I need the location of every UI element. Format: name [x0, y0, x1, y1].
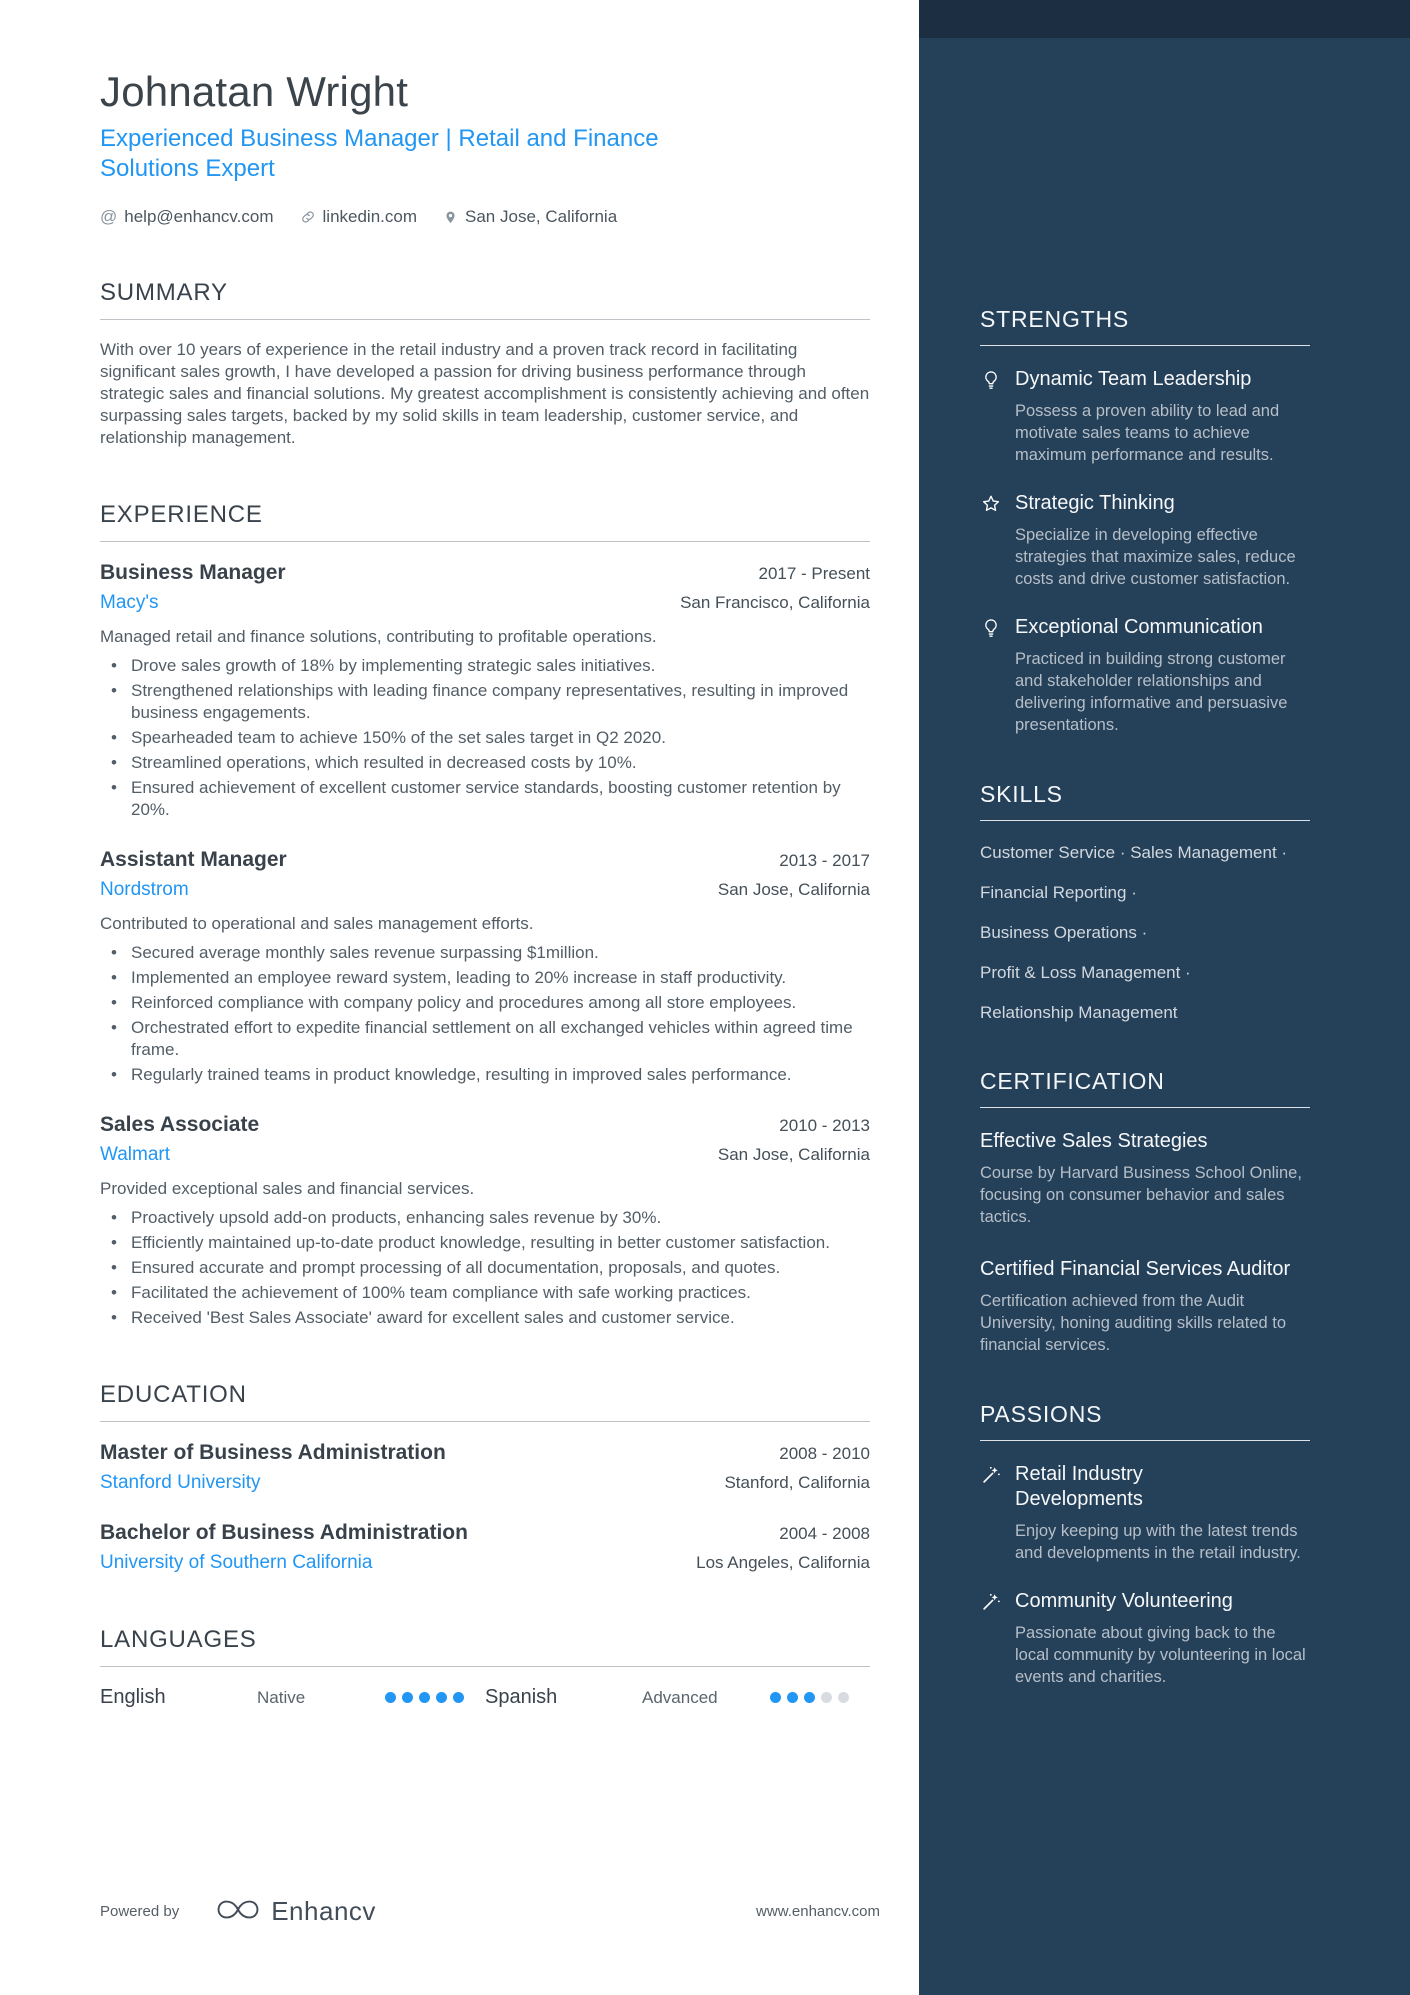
site-url-link[interactable]: www.enhancv.com [756, 1903, 880, 1920]
school-link[interactable]: Stanford University [100, 1472, 261, 1494]
degree-title: Master of Business Administration [100, 1441, 446, 1465]
languages-heading: LANGUAGES [100, 1626, 870, 1667]
contact-text: help@enhancv.com [124, 207, 274, 227]
job-title: Sales Associate [100, 1113, 260, 1137]
job-location: San Jose, California [717, 880, 870, 900]
proficiency-dot-filled [419, 1692, 430, 1703]
sidebar-item-title: Retail Industry Developments [1015, 1463, 1143, 1510]
skill-item: Customer Service · Sales Management · [980, 843, 1288, 862]
job-bullet: • Streamlined operations, which resulted in decreased costs by 10%. [100, 752, 870, 774]
job-bullet: • Received 'Best Sales Associate' award for excellent sales and customer service. [100, 1307, 870, 1329]
footer [100, 1896, 880, 1927]
sidebar-content [919, 38, 1410, 1688]
passions-list [980, 1462, 1310, 1688]
sidebar-top-band [919, 0, 1410, 38]
sidebar-item [980, 615, 1310, 736]
language-dots [770, 1692, 849, 1703]
certification-entry [980, 1257, 1310, 1356]
summary-text: With over 10 years of experience in the retail industry and a proven track record in facilitating significant sales growth, I have developed a passion for driving business performance through strategic sales and financial solutions. My greatest accomplishment is consistently achieving and often surpassing sales targets, backed by my solid skills in team leadership, customer service, and relationship management. [100, 340, 870, 448]
degree-dates: 2008 - 2010 [779, 1444, 870, 1464]
wand-icon [980, 1591, 1002, 1688]
certification-text: Course by Harvard Business School Online, focusing on consumer behavior and sales tactics. [980, 1164, 1302, 1226]
sidebar-item-title: Dynamic Team Leadership [1015, 368, 1252, 390]
brand-wordmark: Enhancv [271, 1896, 376, 1926]
skill-item: Relationship Management [980, 1003, 1178, 1022]
job-description: Contributed to operational and sales management efforts. [100, 914, 534, 934]
proficiency-dot-empty [821, 1692, 832, 1703]
summary-heading: SUMMARY [100, 279, 870, 320]
skills-list [980, 842, 1310, 1023]
job-bullet: • Efficiently maintained up-to-date product knowledge, resulting in better customer satisfaction. [100, 1232, 870, 1254]
proficiency-dot-filled [770, 1692, 781, 1703]
proficiency-dot-empty [838, 1692, 849, 1703]
degree-title: Bachelor of Business Administration [100, 1521, 468, 1545]
sidebar-item-text: Enjoy keeping up with the latest trends and developments in the retail industry. [1015, 1522, 1301, 1562]
lightbulb-icon [980, 617, 1002, 736]
education-list [100, 1441, 870, 1574]
job-bullet: • Proactively upsold add-on products, enhancing sales revenue by 30%. [100, 1207, 870, 1229]
skills-heading: SKILLS [980, 781, 1310, 821]
job-bullet: • Ensured accurate and prompt processing of all documentation, proposals, and quotes. [100, 1257, 870, 1279]
job-bullet: • Drove sales growth of 18% by implementing strategic sales initiatives. [100, 655, 870, 677]
strengths-heading: STRENGTHS [980, 306, 1310, 346]
skill-item: Financial Reporting · [980, 883, 1137, 902]
person-headline: Experienced Business Manager | Retail and Finance Solutions Expert [100, 125, 659, 183]
experience-entry [100, 561, 870, 821]
certification-heading: CERTIFICATION [980, 1068, 1310, 1108]
certification-list [980, 1129, 1310, 1356]
job-bullet: • Facilitated the achievement of 100% team compliance with safe working practices. [100, 1282, 870, 1304]
person-name: Johnatan Wright [100, 68, 409, 115]
sidebar-item-text: Specialize in developing effective strategies that maximize sales, reduce costs and drive customer satisfaction. [1015, 526, 1296, 588]
proficiency-dot-filled [453, 1692, 464, 1703]
sidebar-item [980, 1589, 1310, 1688]
job-location: San Jose, California [717, 1145, 870, 1165]
passions-heading: PASSIONS [980, 1401, 1310, 1441]
wand-icon [980, 1464, 1002, 1564]
job-bullet: • Regularly trained teams in product knowledge, resulting in improved sales performance. [100, 1064, 870, 1086]
job-company-link[interactable]: Macy's [100, 592, 159, 614]
sidebar-item-text: Passionate about giving back to the local community by volunteering in local events and charities. [1015, 1624, 1306, 1686]
experience-heading: EXPERIENCE [100, 501, 870, 542]
job-title: Assistant Manager [100, 848, 287, 872]
contact-item[interactable] [100, 207, 274, 227]
star-icon [980, 493, 1002, 590]
sidebar-item-title: Community Volunteering [1015, 1590, 1233, 1612]
job-bullets [100, 942, 870, 1086]
job-bullet: • Ensured achievement of excellent customer service standards, boosting customer retention by 20%. [100, 777, 870, 821]
language-item [485, 1686, 870, 1709]
certification-entry [980, 1129, 1310, 1228]
degree-location: Stanford, California [724, 1473, 870, 1493]
proficiency-dot-filled [436, 1692, 447, 1703]
language-name: Spanish [485, 1686, 558, 1709]
certification-text: Certification achieved from the Audit University, honing auditing skills related to financial services. [980, 1292, 1287, 1354]
job-dates: 2017 - Present [758, 564, 870, 584]
job-bullet: • Reinforced compliance with company policy and procedures among all store employees. [100, 992, 870, 1014]
job-company-link[interactable]: Walmart [100, 1144, 171, 1166]
skill-item: Profit & Loss Management · [980, 963, 1191, 982]
job-description: Managed retail and finance solutions, contributing to profitable operations. [100, 627, 657, 647]
sidebar-item-text: Possess a proven ability to lead and motivate sales teams to achieve maximum performance and results. [1015, 402, 1280, 464]
education-heading: EDUCATION [100, 1381, 870, 1422]
languages-list [100, 1686, 870, 1709]
sidebar [919, 0, 1410, 1995]
certification-title: Certified Financial Services Auditor [980, 1258, 1291, 1280]
job-bullet: • Strengthened relationships with leading finance company representatives, resulting in improved business engagements. [100, 680, 870, 724]
job-dates: 2013 - 2017 [779, 851, 870, 871]
enhancv-logo[interactable] [215, 1896, 376, 1927]
skill-item: Business Operations · [980, 923, 1148, 942]
contact-item[interactable] [300, 207, 418, 227]
contact-row [100, 207, 870, 227]
job-bullet: • Spearheaded team to achieve 150% of the set sales target in Q2 2020. [100, 727, 870, 749]
proficiency-dot-filled [385, 1692, 396, 1703]
at-icon: @ [100, 207, 118, 227]
job-bullet: • Secured average monthly sales revenue surpassing $1million. [100, 942, 870, 964]
language-level: Advanced [642, 1687, 718, 1707]
job-title: Business Manager [100, 561, 286, 585]
contact-text: linkedin.com [322, 207, 418, 227]
link-icon [300, 209, 316, 225]
certification-title: Effective Sales Strategies [980, 1130, 1208, 1152]
sidebar-item [980, 367, 1310, 466]
proficiency-dot-filled [402, 1692, 413, 1703]
sidebar-item-title: Strategic Thinking [1015, 492, 1175, 514]
degree-dates: 2004 - 2008 [779, 1524, 870, 1544]
job-description: Provided exceptional sales and financial services. [100, 1179, 475, 1199]
job-bullet: • Orchestrated effort to expedite financial settlement on all exchanged vehicles within agreed time frame. [100, 1017, 870, 1061]
school-link[interactable]: University of Southern California [100, 1552, 373, 1574]
infinity-logo-icon [215, 1898, 261, 1926]
sidebar-item [980, 491, 1310, 590]
contact-text: San Jose, California [465, 207, 618, 227]
job-company-link[interactable]: Nordstrom [100, 879, 189, 901]
job-location: San Francisco, California [680, 593, 870, 613]
language-item [100, 1686, 485, 1709]
experience-list [100, 561, 870, 1329]
job-dates: 2010 - 2013 [779, 1116, 870, 1136]
education-entry [100, 1441, 870, 1494]
language-name: English [100, 1686, 166, 1709]
proficiency-dot-filled [787, 1692, 798, 1703]
job-bullets [100, 1207, 870, 1329]
education-entry [100, 1521, 870, 1574]
sidebar-item-title: Exceptional Communication [1015, 616, 1263, 638]
experience-entry [100, 848, 870, 1086]
job-bullet: • Implemented an employee reward system, leading to 20% increase in staff productivity. [100, 967, 870, 989]
sidebar-item-text: Practiced in building strong customer and stakeholder relationships and delivering informative and persuasive presentations. [1015, 650, 1288, 734]
proficiency-dot-filled [804, 1692, 815, 1703]
location-icon [443, 210, 458, 225]
sidebar-item [980, 1462, 1310, 1564]
powered-by-label: Powered by [100, 1903, 180, 1920]
contact-item[interactable] [443, 207, 617, 227]
language-dots [385, 1692, 464, 1703]
job-bullets [100, 655, 870, 821]
degree-location: Los Angeles, California [696, 1553, 870, 1573]
lightbulb-icon [980, 369, 1002, 466]
experience-entry [100, 1113, 870, 1329]
language-level: Native [257, 1687, 306, 1707]
strengths-list [980, 367, 1310, 736]
